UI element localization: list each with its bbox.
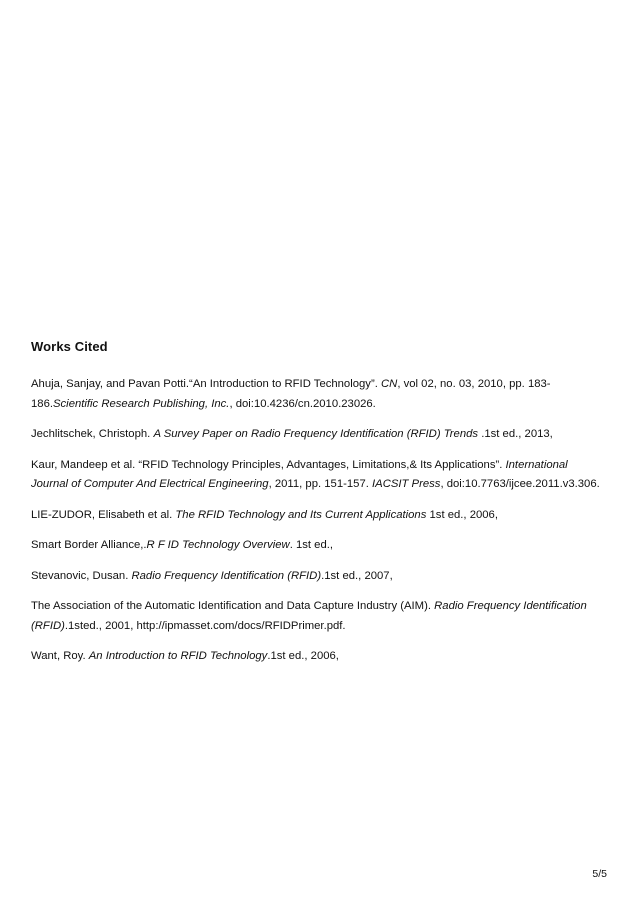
reference-list [31,375,607,678]
works-cited-heading: Works Cited [31,339,108,354]
reference-title-italic: Radio Frequency Identification (RFID) [31,600,587,632]
reference-text: Stevanovic, Dusan. [31,569,132,582]
reference-title-italic: CN [380,378,398,390]
reference-title-italic: Radio Frequency Identification (RFID) [131,569,322,582]
reference-title-italic: The RFID Technology and Its Current Applications [175,508,427,521]
reference-text: .1st ed., 2006, [267,650,339,662]
reference-text: Ahuja, Sanjay, and Pavan Potti.“An Introduction to RFID Technology”. [31,378,381,390]
reference-text: , 2011, pp. 151-157. [268,478,373,490]
reference-title-italic: Scientific Research Publishing, Inc. [53,397,230,410]
reference-text: The Association of the Automatic Identification and Data Capture Industry (AIM). [31,600,435,612]
reference-title-italic: R F ID Technology Overview [146,539,290,551]
reference-item [31,567,607,587]
reference-title-italic: International Journal of Computer And Electrical Engineering [31,458,568,490]
reference-text: .1sted., 2001, http://ipmasset.com/docs/RFIDPrimer.pdf. [64,619,346,632]
reference-text: 1st ed., 2006, [426,508,498,521]
reference-text: , vol 02, no. 03, 2010, pp. 183-186. [31,378,551,410]
reference-title-italic: A Survey Paper on Radio Frequency Identification (RFID) Trends [153,428,479,440]
reference-text: Want, Roy. [31,650,89,662]
reference-text: . 1st ed., [289,539,334,551]
reference-text: .1st ed., 2007, [321,569,393,582]
reference-item [31,425,607,445]
reference-title-italic: IACSIT Press [372,478,441,490]
reference-item [31,506,607,526]
reference-text: Jechlitschek, Christoph. [31,428,154,440]
reference-item [31,456,607,495]
reference-text: , doi:10.4236/cn.2010.23026. [229,397,376,410]
reference-text: Smart Border Alliance,. [31,539,147,551]
reference-item [31,647,607,667]
reference-text: .1st ed., 2013, [478,428,553,440]
page-number: 5/5 [592,868,607,880]
reference-title-italic: An Introduction to RFID Technology [88,650,268,662]
reference-item [31,597,607,636]
reference-text: LIE-ZUDOR, Elisabeth et al. [31,508,176,521]
reference-item [31,375,607,414]
reference-text: Kaur, Mandeep et al. “RFID Technology Principles, Advantages, Limitations,& Its Applications”. [31,458,506,471]
reference-text: , doi:10.7763/ijcee.2011.v3.306. [440,478,600,490]
reference-item [31,536,607,556]
